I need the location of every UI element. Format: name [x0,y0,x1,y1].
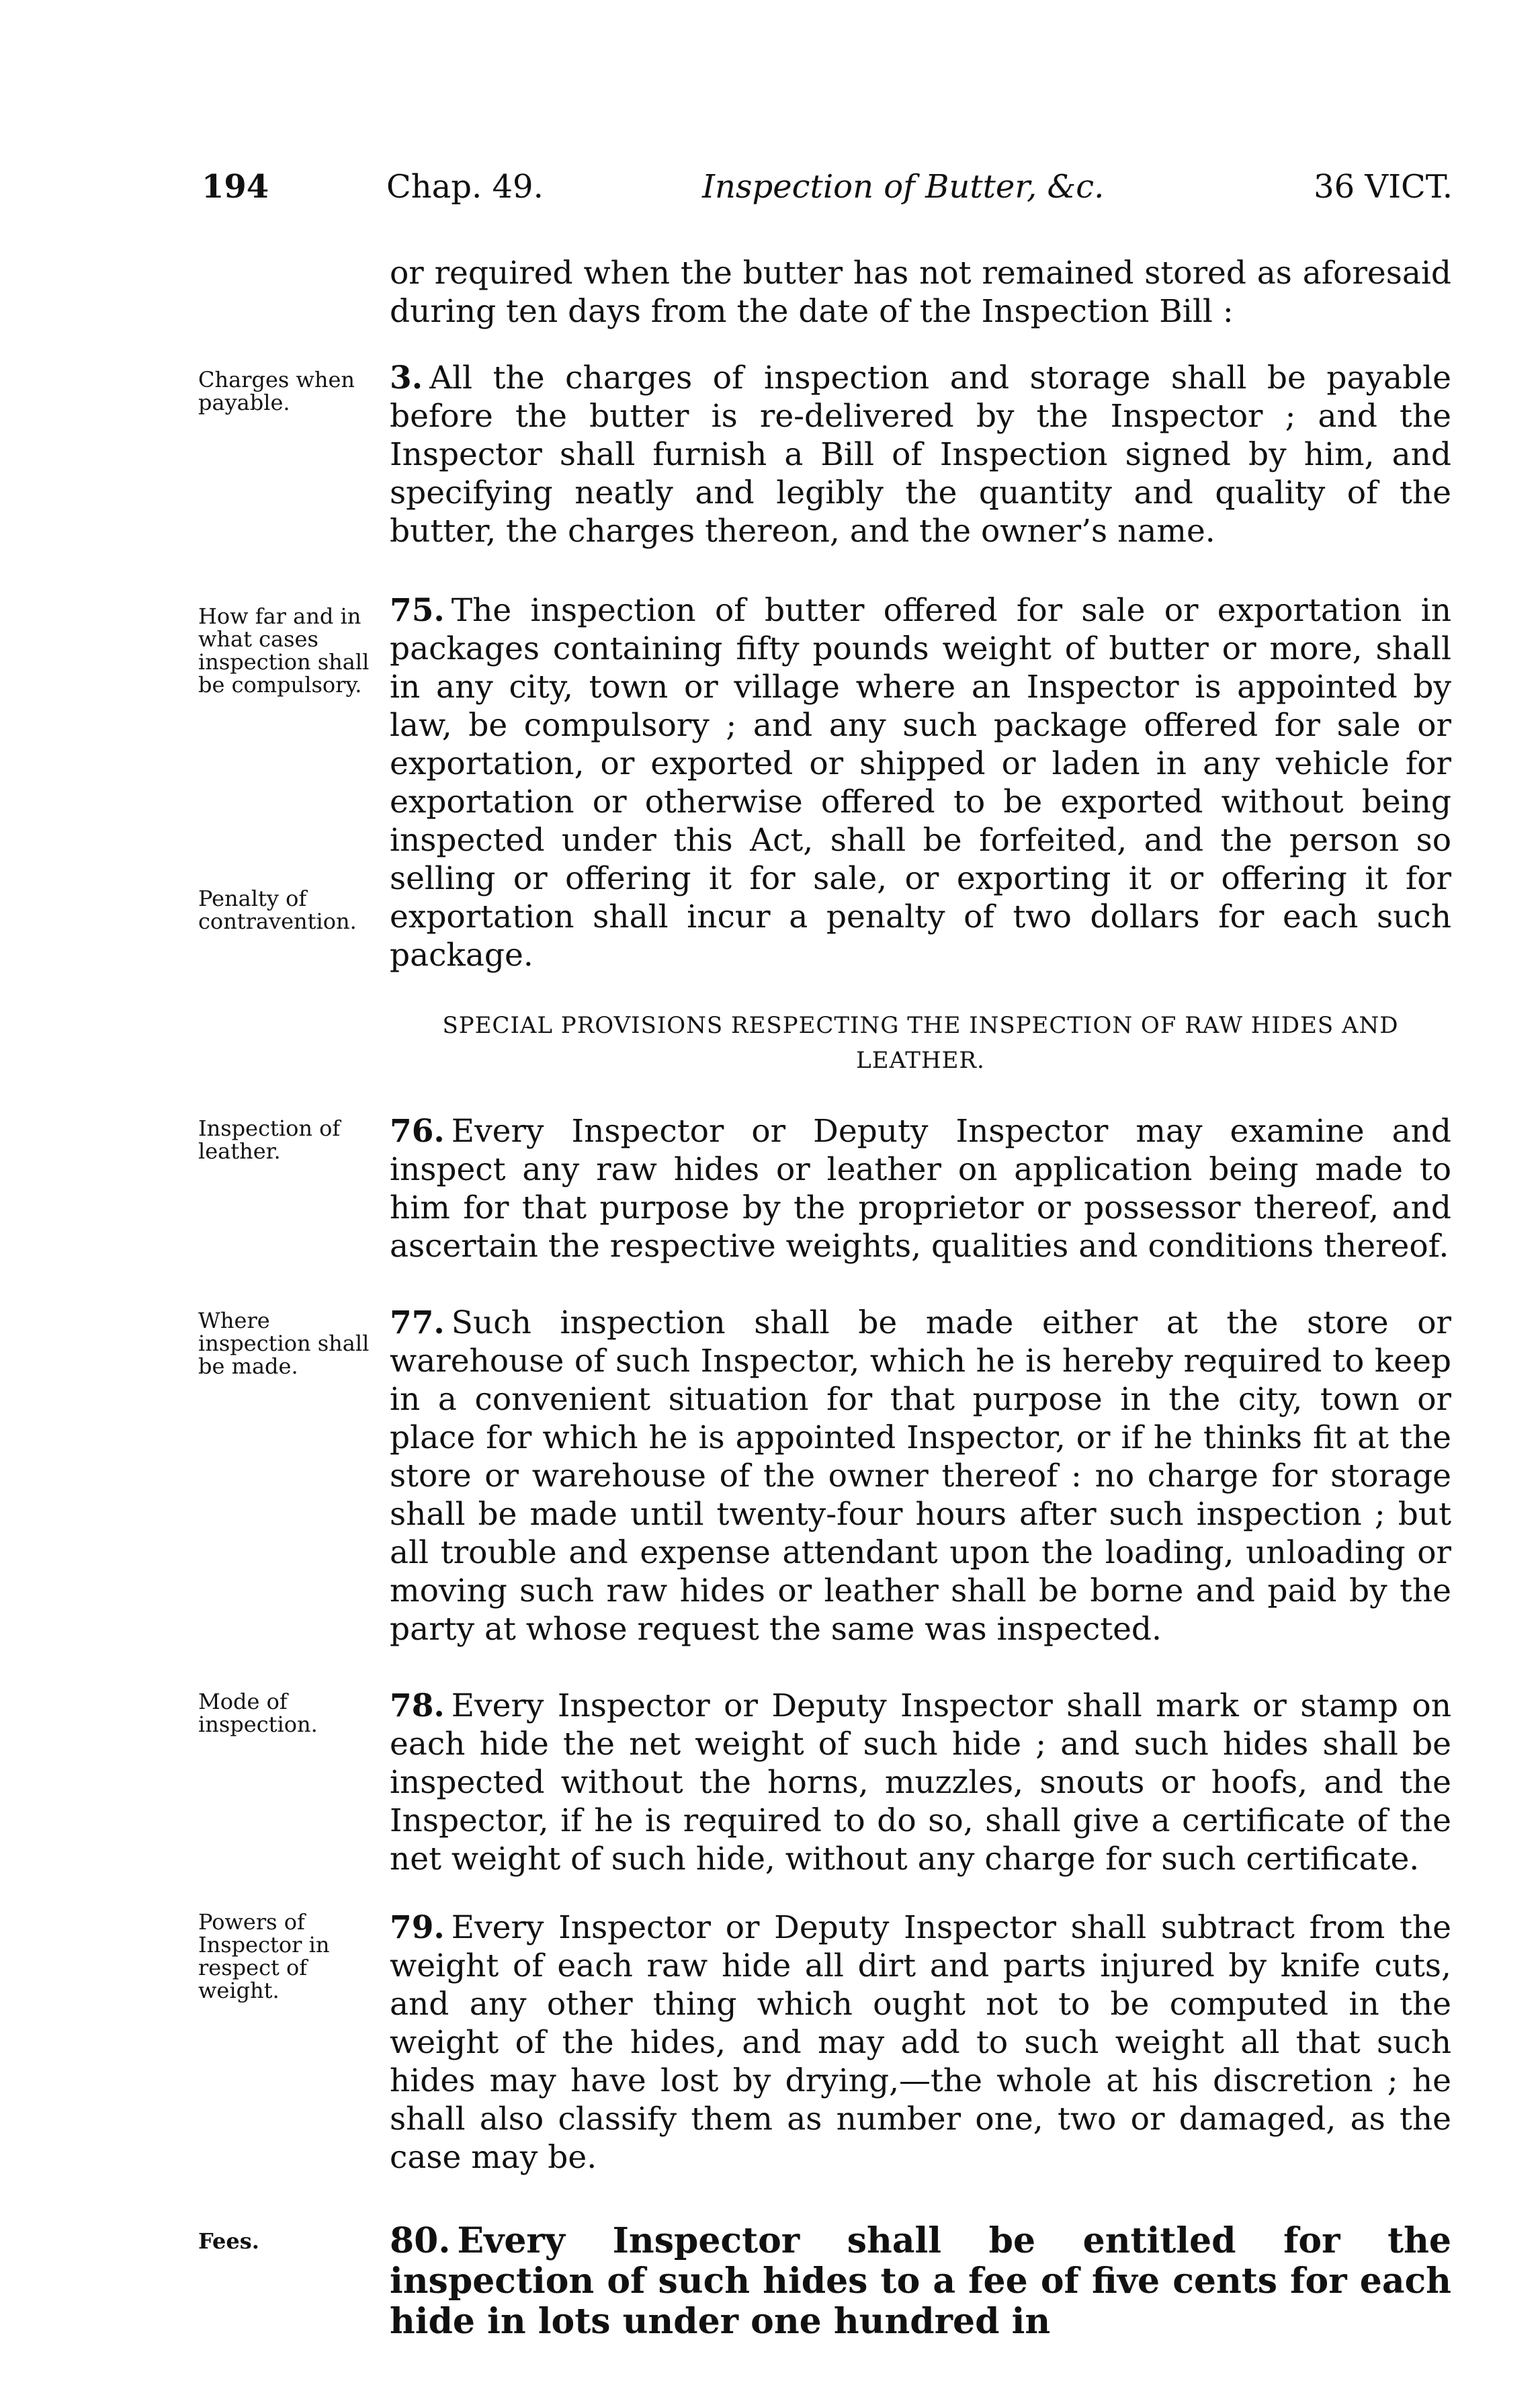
section-79 [390,1908,1451,2177]
section-77 [390,1304,1451,1648]
carryover-paragraph: or required when the butter has not remained stored as aforesaid during ten days from the date of the Inspection Bill : [390,255,1451,330]
section-76 [390,1112,1451,1265]
section-text: Every Inspector shall be entitled for the inspection of such hides to a fee of five cents for each hide in lots under one hundred in [390,2220,1451,2342]
section-75 [390,591,1451,974]
section-number: 79. [390,1909,445,1946]
margin-note-penalty: Penalty of contravention. [198,886,357,934]
margin-note-section-77: Where inspection shall be made. [198,1308,370,1379]
section-78 [390,1687,1451,1878]
margin-note-section-3: Charges when payable. [198,367,355,415]
section-text: Such inspection shall be made either at the store or warehouse of such Inspector, which he is hereby required to keep in a convenient situation for that purpose in the city, town or place for which he is appointed Inspector, or if he thinks fit at the store or warehouse of the owner thereof : no charge for storage shall be made until twenty-four hours after such inspection ; but all trouble and expense attendant upon the loading, unloading or moving such raw hides or leather shall be borne and paid by the party at whose request the same was inspected. [390,1304,1451,1648]
section-3 [390,359,1451,550]
margin-note-section-78: Mode of inspection. [198,1689,318,1737]
session-label: 36 VICT. [1314,168,1453,206]
section-text: All the charges of inspection and storage shall be payable before the butter is re-delivered by the Inspector ; and the Inspector shall furnish a Bill of Inspection signed by him, and specifying neatly and legibly the quantity and quality of the butter, the charges thereon, and the owner’s name. [390,360,1451,550]
section-text: The inspection of butter offered for sale or exportation in packages containing fifty pounds weight of butter or more, shall in any city, town or village where an Inspector is appointed by law, be compulsory ; and any such package offered for sale or exportation, or exported or shipped or laden in any vehicle for exportation or otherwise offered to be exported without being inspected under this Act, shall be forfeited, and the person so selling or offering it for sale, or exporting it or offering it for exportation shall incur a penalty of two dollars for each such package. [390,592,1451,974]
section-number: 3. [390,360,423,396]
margin-note-section-79: Powers of Inspector in respect of weight. [198,1909,330,2003]
margin-note-section-76: Inspection of leather. [198,1116,341,1164]
section-number: 78. [390,1687,445,1724]
section-text: Every Inspector or Deputy Inspector may examine and inspect any raw hides or leather on application being made to him for that purpose by the proprietor or possessor thereof, and ascertain the respective weights, qualities and conditions thereof. [390,1113,1451,1265]
section-number: 80. [390,2220,451,2261]
running-title: Inspection of Butter, &c. [702,168,1105,206]
margin-note-section-75: How far and in what cases inspection shall be compulsory. [198,603,370,698]
margin-note-section-80: Fees. [198,2228,259,2254]
section-number: 76. [390,1113,445,1150]
running-header [202,168,1459,222]
section-heading: SPECIAL PROVISIONS RESPECTING THE INSPECTION OF RAW HIDES AND LEATHER. [442,1012,1399,1074]
section-text: Every Inspector or Deputy Inspector shall mark or stamp on each hide the net weight of such hide ; and such hides shall be inspected without the horns, muzzles, snouts or hoofs, and the Inspector, if he is required to do so, shall give a certificate of the net weight of such hide, without any charge for such certificate. [390,1687,1451,1878]
section-number: 75. [390,592,445,629]
section-text: Every Inspector or Deputy Inspector shall subtract from the weight of each raw hide all dirt and parts injured by knife cuts, and any other thing which ought not to be computed in the weight of the hides, and may add to such weight all that such hides may have lost by drying,—the whole at his discretion ; he shall also classify them as number one, two or damaged, as the case may be. [390,1909,1451,2176]
page-number: 194 [202,168,269,206]
section-80 [390,2221,1451,2342]
section-number: 77. [390,1304,445,1341]
chapter-label: Chap. 49. [386,168,544,206]
